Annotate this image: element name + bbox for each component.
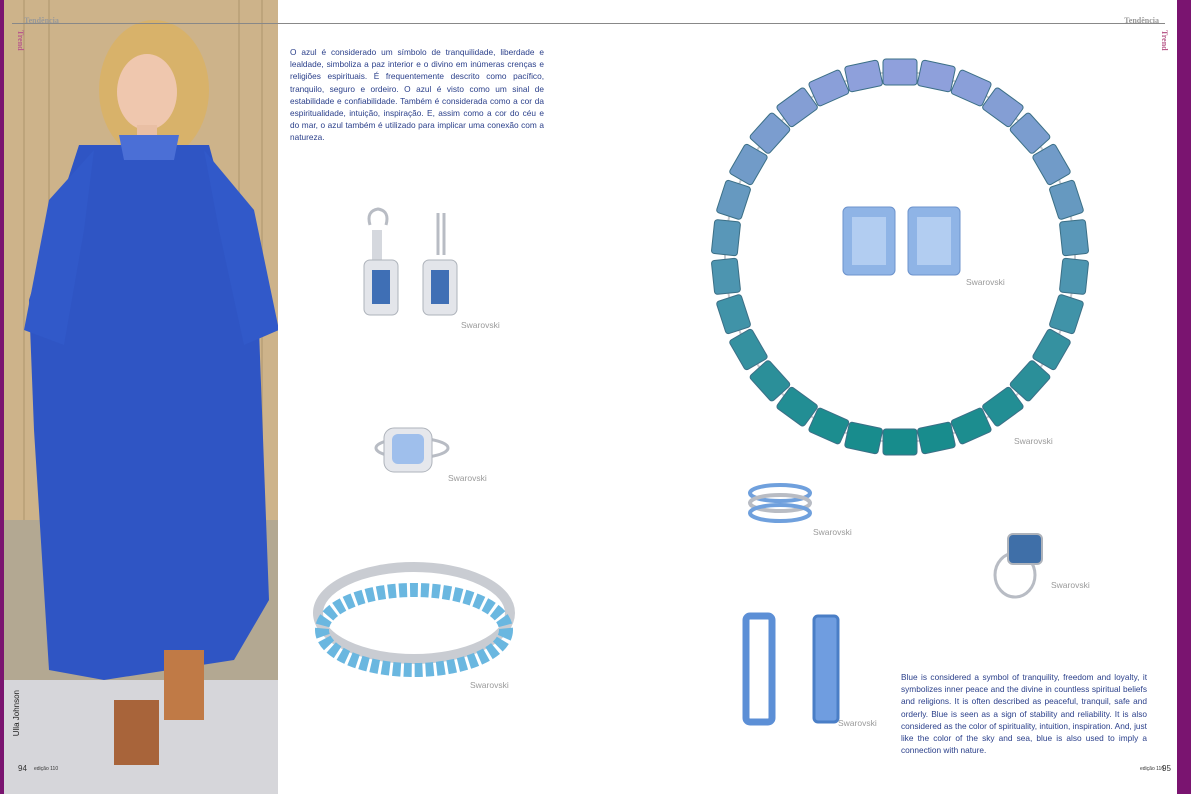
header-left: Tendência: [24, 16, 59, 25]
side-label-right: Trend: [1160, 30, 1169, 51]
body-text-pt: O azul é considerado um símbolo de tranquilidade, liberdade e lealdade, simboliza a paz interior e o divino em inúmeras crenças e religiões espirituais. É frequentemente descrito como pacífico, tranquilo, seguro e ordeiro. O azul é visto como um sinal de estabilidade e confiabilidade. Também é considerada como a cor da espiritualidade, intuição, inspiração. E, assim como a cor do céu e do mar, o azul também é utilizado para implicar uma conexão com a natureza.: [290, 47, 544, 143]
logo-right: edição 110: [1140, 766, 1165, 772]
necklace-stone: [844, 422, 883, 455]
necklace-stone: [1049, 180, 1084, 220]
wrap-ring-image: [745, 475, 815, 535]
caption-necklace: Swarovski: [1014, 436, 1053, 446]
model-illustration: [4, 0, 278, 794]
hoop-earrings-image: [740, 612, 845, 727]
bangle-image: [312, 555, 517, 685]
caption-bangle: Swarovski: [470, 680, 509, 690]
necklace-stone: [716, 294, 751, 334]
necklace-stone: [1059, 258, 1088, 295]
necklace-stone: [917, 422, 956, 455]
octagon-ring-image: [990, 530, 1055, 605]
body-text-en: Blue is considered a symbol of tranquility, freedom and loyalty, it symbolizes inner peace and the divine in countless spiritual beliefs and religions. It is often described as peaceful, tranquil, safe and orderly. Blue is seen as a sign of stability and reliability. It is also considered as the color of spirituality, intuition, inspiration. And, just like the color of the sky and sea, blue is also used to imply a connection with nature.: [901, 672, 1147, 756]
caption-drop-earrings: Swarovski: [461, 320, 500, 330]
necklace-stone: [1049, 294, 1084, 334]
logo-left: edição 110: [34, 766, 59, 772]
header-rule: [12, 23, 1165, 24]
caption-octagon-ring: Swarovski: [1051, 580, 1090, 590]
runway-photo: [4, 0, 278, 794]
necklace-stone: [1059, 219, 1088, 256]
caption-hoop-earrings: Swarovski: [838, 718, 877, 728]
necklace-stone: [716, 180, 751, 220]
page-number-right: 95: [1162, 764, 1171, 773]
stud-earrings-image: [840, 205, 965, 280]
necklace-stone: [711, 258, 740, 295]
page-number-left: 94: [18, 764, 27, 773]
necklace-stone: [883, 59, 917, 85]
caption-wrap-ring: Swarovski: [813, 527, 852, 537]
photo-credit: Ulla Johnson: [12, 690, 21, 737]
header-right: Tendência: [1124, 16, 1159, 25]
cushion-ring-image: [372, 420, 452, 480]
caption-cushion-ring: Swarovski: [448, 473, 487, 483]
necklace-stone: [711, 219, 740, 256]
necklace-stone: [844, 60, 883, 93]
caption-stud-earrings: Swarovski: [966, 277, 1005, 287]
drop-earrings-image: [358, 205, 468, 330]
necklace-stone: [917, 60, 956, 93]
side-label-left: Trend: [16, 30, 25, 51]
necklace-stone: [883, 429, 917, 455]
